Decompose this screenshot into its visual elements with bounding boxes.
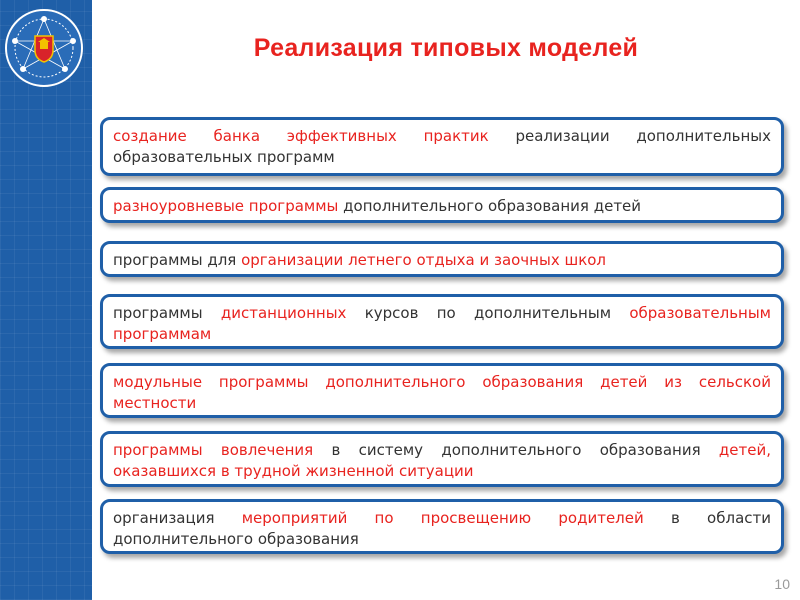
list-item <box>100 241 784 277</box>
item-text-red: создание банка эффективных практик <box>113 127 489 145</box>
item-text: дополнительного образования детей <box>338 197 642 215</box>
sidebar-panel <box>0 0 92 600</box>
item-text-red: образовательным программам <box>113 304 771 343</box>
item-text: реализации дополнительных образовательных программ <box>113 127 771 166</box>
emblem-icon <box>2 6 86 90</box>
page-title: Реализация типовых моделей <box>253 34 639 62</box>
list-item <box>100 294 784 349</box>
list-item <box>100 117 784 176</box>
list-item <box>100 499 784 554</box>
item-text-red: программы вовлечения <box>113 441 314 459</box>
item-text: программы для <box>113 251 242 269</box>
item-text: курсов по дополнительным <box>346 304 630 322</box>
list-item <box>100 431 784 487</box>
item-text: в области дополнительного образования <box>113 509 771 548</box>
item-text-red: мероприятий по просвещению родителей <box>241 509 644 527</box>
item-text-red: модульные программы дополнительного образования детей из сельской местности <box>113 373 771 412</box>
item-text-red: детей, оказавшихся в трудной жизненной ситуации <box>113 441 772 480</box>
item-text: в систему дополнительного образования <box>313 441 719 459</box>
page-number: 10 <box>774 576 790 592</box>
list-item <box>100 187 784 223</box>
item-text-red: организации летнего отдыха и заочных школ <box>241 251 607 269</box>
item-text: программы <box>113 304 221 322</box>
list-item <box>100 363 784 418</box>
item-text: организация <box>113 509 242 527</box>
item-text-red: дистанционных <box>220 304 347 322</box>
item-text-red: разноуровневые программы <box>113 197 339 215</box>
